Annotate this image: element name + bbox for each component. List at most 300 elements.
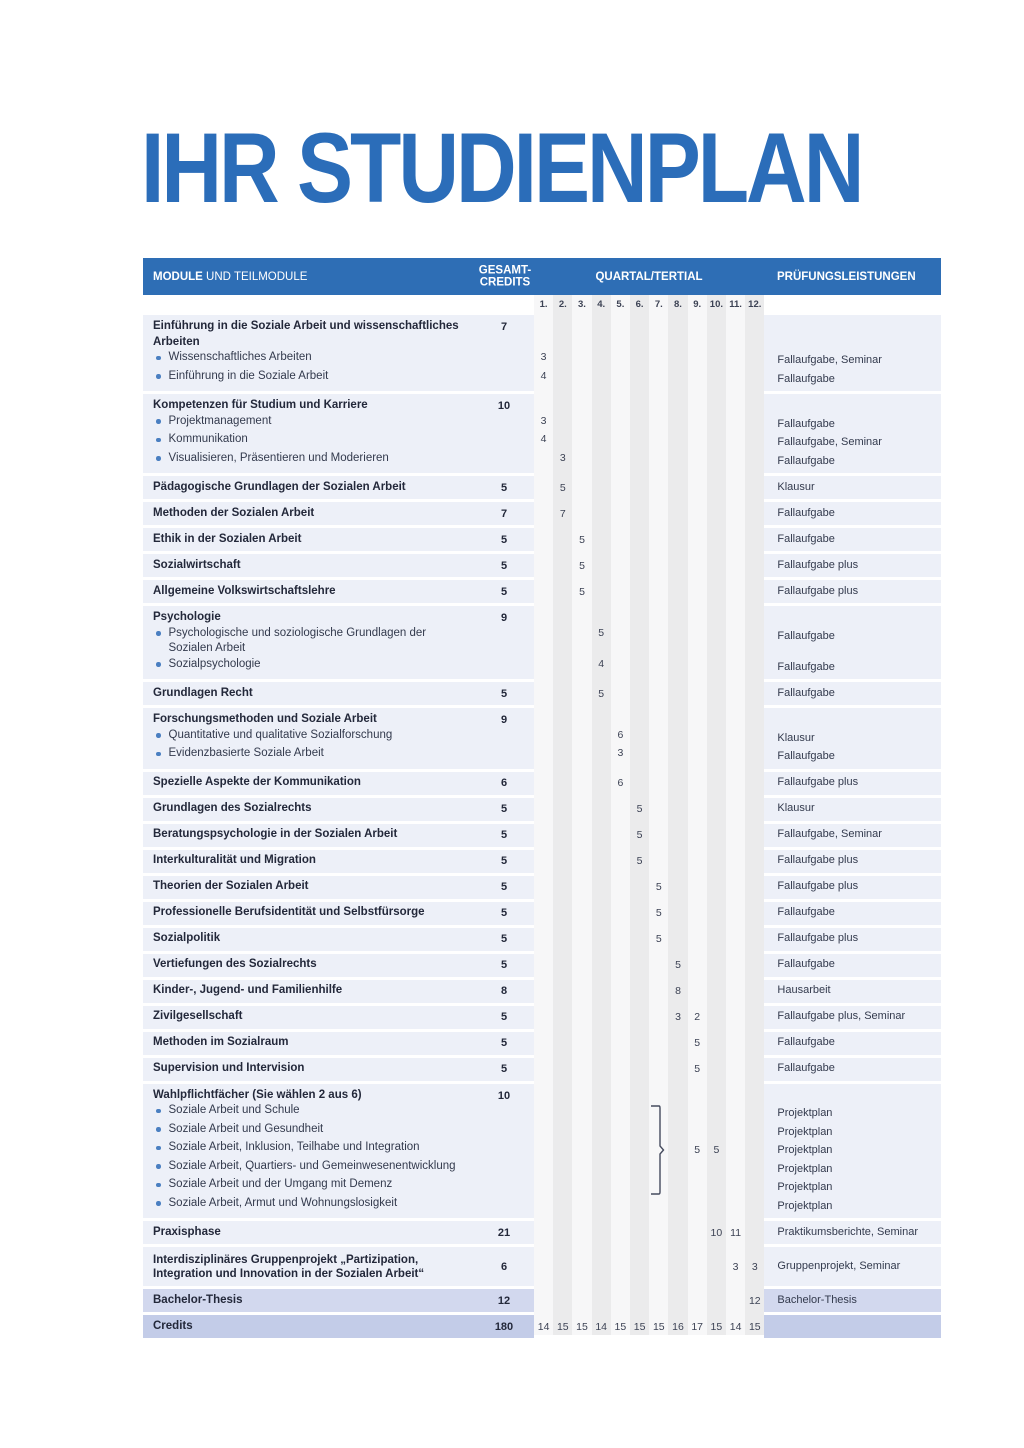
module-row: [143, 798, 941, 821]
module-row: [143, 1315, 941, 1338]
module-line: [143, 850, 941, 873]
subitem: [143, 414, 534, 430]
quartal-cell-value: 14: [537, 1320, 550, 1333]
subitem-label: Sozialpsychologie: [168, 657, 261, 670]
exam-label: Fallaufgabe: [777, 454, 835, 467]
quarter-label: 1.: [539, 299, 548, 310]
module-title-zone: [143, 1035, 534, 1051]
module-title-line: [143, 1088, 941, 1104]
quartal-cell-value: 10: [710, 1226, 723, 1239]
module-title-zone: [143, 1293, 534, 1309]
exam-label: Bachelor-Thesis: [777, 1293, 857, 1306]
quarter-label: 12.: [748, 299, 762, 310]
module-title-zone: [143, 319, 534, 350]
quartal-cell-value: 5: [636, 829, 643, 841]
subitem-line: [143, 1122, 941, 1141]
quartal-cell-value: 5: [655, 881, 662, 893]
module-title: Forschungsmethoden und Soziale Arbeit: [153, 713, 377, 725]
module-title-zone: [143, 853, 534, 869]
module-title-line: [143, 610, 941, 626]
module-title: Wahlpflichtfächer (Sie wählen 2 aus 6): [153, 1088, 362, 1101]
module-row: [143, 1058, 941, 1081]
quartal-cell-value: 3: [559, 451, 566, 464]
bullet-icon: [156, 1183, 161, 1188]
header-credits-line1: GESAMT-: [478, 264, 532, 276]
exam-cell: [764, 772, 941, 795]
page-title: IHR STUDIENPLAN: [141, 112, 862, 224]
exam-cell: [764, 350, 941, 369]
quartal-cell-value: 3: [675, 1011, 681, 1023]
quartal-cells: [534, 824, 764, 847]
exam-label: Hausarbeit: [777, 984, 831, 997]
subitem-label: Evidenzbasierte Soziale Arbeit: [168, 747, 324, 759]
subitem-label: Soziale Arbeit, Quartiers- und Gemeinwesenentwicklung: [168, 1159, 456, 1172]
subitem-line: [143, 657, 941, 676]
module-credits: 9: [500, 612, 508, 624]
module-row: [143, 394, 941, 473]
exam-label: Fallaufgabe: [777, 958, 835, 971]
exam-cell: [764, 451, 941, 470]
module-title-line: [143, 398, 941, 414]
module-line: [143, 1006, 941, 1029]
module-title: Methoden der Sozialen Arbeit: [153, 506, 315, 519]
exam-cell: [764, 1103, 941, 1122]
quartal-cells: [534, 954, 764, 977]
module-line: [143, 502, 941, 525]
module-line: [143, 954, 941, 977]
exam-cell: [764, 626, 941, 645]
exam-label: Klausur: [777, 802, 815, 815]
module-title: Theorien der Sozialen Arbeit: [153, 880, 309, 893]
exam-cell: [764, 728, 941, 747]
quarter-number-row: [143, 295, 941, 315]
quartal-cells: [534, 682, 764, 705]
module-title: Praxisphase: [153, 1225, 221, 1238]
module-title: Professionelle Berufsidentität und Selbstfürsorge: [153, 906, 425, 919]
exam-cell: [764, 798, 941, 821]
exam-cell: [764, 928, 941, 951]
bullet-icon: [156, 356, 161, 361]
module-row: [143, 502, 941, 525]
quartal-cell-value: 12: [748, 1294, 761, 1307]
module-line: [143, 1221, 941, 1244]
module-title-zone: [143, 480, 534, 496]
exam-cell: [764, 502, 941, 525]
module-line: [143, 798, 941, 821]
bullet-icon: [156, 438, 161, 443]
exam-label: Fallaufgabe plus, Seminar: [777, 1010, 906, 1023]
exam-label: Fallaufgabe: [777, 750, 835, 762]
exam-label: Fallaufgabe: [777, 506, 835, 519]
exam-label: Praktikumsberichte, Seminar: [777, 1225, 918, 1238]
module-line: [143, 772, 941, 795]
quartal-cells: [534, 902, 764, 925]
subitem-label: Soziale Arbeit und Gesundheit: [168, 1122, 324, 1135]
quarter-label: 10.: [709, 299, 723, 310]
module-title: Grundlagen Recht: [153, 686, 253, 699]
bullet-icon: [156, 1127, 161, 1132]
subitem-label: Soziale Arbeit und der Umgang mit Demenz: [168, 1178, 393, 1190]
module-row: [143, 1247, 941, 1286]
module-line: [143, 476, 941, 499]
quartal-cell-value: 15: [633, 1320, 646, 1333]
exam-label: Fallaufgabe: [777, 906, 835, 919]
module-line: [143, 876, 941, 899]
module-line: [143, 682, 941, 705]
module-title: Pädagogische Grundlagen der Sozialen Arbeit: [153, 480, 406, 493]
module-title-zone: [143, 931, 534, 947]
selection-brace: [649, 1105, 665, 1195]
subitem-line: [143, 432, 941, 451]
quartal-cell-value: 5: [655, 907, 662, 919]
module-row: [143, 1084, 941, 1219]
module-title: Psychologie: [153, 611, 221, 623]
module-row: [143, 580, 941, 603]
subitem: [143, 1159, 534, 1175]
module-row: [143, 1221, 941, 1244]
module-credits: 7: [500, 507, 508, 520]
quartal-cells: [534, 928, 764, 951]
quartal-cell-value: 2: [694, 1011, 701, 1023]
quartal-cells: [534, 1289, 764, 1312]
exam-label: Fallaufgabe: [777, 660, 835, 673]
quartal-cell-value: 4: [598, 657, 605, 670]
module-title-zone: [143, 827, 534, 843]
module-row: [143, 1289, 941, 1312]
module-row: [143, 902, 941, 925]
subitem-label: Projektmanagement: [168, 414, 272, 427]
module-row: [143, 315, 941, 391]
module-line: [143, 1247, 941, 1286]
module-line: [143, 1315, 941, 1338]
quartal-cells: [534, 626, 764, 657]
quartal-cell-value: 14: [729, 1320, 742, 1333]
subitem: [143, 1140, 534, 1156]
quartal-cells: [534, 850, 764, 873]
exam-label: Projektplan: [777, 1199, 833, 1212]
exam-label: Gruppenprojekt, Seminar: [777, 1259, 901, 1272]
module-credits: 5: [500, 559, 508, 572]
exam-cell: [764, 476, 941, 499]
module-line: [143, 580, 941, 603]
exam-cell: [764, 902, 941, 925]
module-row: [143, 708, 941, 769]
exam-label: Fallaufgabe: [777, 417, 835, 430]
exam-cell: [764, 682, 941, 705]
exam-cell: [764, 1140, 941, 1159]
module-credits: 5: [500, 959, 508, 971]
exam-label: Fallaufgabe: [777, 1062, 835, 1075]
module-title-line: [143, 319, 941, 350]
module-row: [143, 850, 941, 873]
quarter-label: 9.: [693, 299, 702, 310]
subitem: [143, 1122, 534, 1138]
subitem-label: Soziale Arbeit, Inklusion, Teilhabe und Integration: [168, 1141, 420, 1153]
subitem-label: Visualisieren, Präsentieren und Moderieren: [168, 451, 389, 464]
quartal-cell-value: 14: [595, 1320, 608, 1333]
quartal-cells: [534, 1315, 764, 1338]
module-credits: 7: [500, 321, 508, 333]
module-title-zone: [143, 1319, 534, 1335]
quartal-cell-value: 5: [694, 1063, 701, 1075]
exam-cell: [764, 1122, 941, 1141]
exam-cell: [764, 746, 941, 765]
module-line: [143, 1058, 941, 1081]
quartal-cell-value: 4: [540, 433, 547, 445]
module-credits: 5: [500, 803, 508, 815]
module-title-zone: [143, 532, 534, 548]
quartal-cell-value: 15: [576, 1320, 588, 1333]
quarter-label: 4.: [597, 299, 606, 310]
exam-label: Fallaufgabe plus: [777, 776, 859, 789]
bullet-icon: [156, 631, 161, 636]
table-header: [143, 258, 941, 295]
subitem: [143, 350, 534, 366]
exam-cell: [764, 1058, 941, 1081]
quartal-cell-value: 5: [636, 855, 643, 867]
quartal-cell-value: 5: [559, 481, 566, 494]
bullet-icon: [156, 1146, 161, 1151]
wahlpflicht-credit-value: 5: [694, 1143, 701, 1156]
wahlpflicht-credit-value: 5: [713, 1143, 720, 1156]
quarter-label: 6.: [635, 299, 644, 310]
module-rows: [143, 315, 941, 1338]
exam-label: Fallaufgabe, Seminar: [777, 436, 882, 448]
quarter-label: 8.: [674, 299, 682, 310]
bullet-icon: [156, 1201, 161, 1206]
bullet-icon: [156, 733, 161, 738]
subitem-label: Soziale Arbeit, Armut und Wohnungslosigkeit: [168, 1196, 398, 1209]
subitem-line: [143, 369, 941, 388]
module-title-zone: [143, 1088, 534, 1104]
bullet-icon: [156, 662, 161, 667]
header-modules-bold: MODULE: [153, 270, 203, 283]
subitem-label: Psychologische und soziologische Grundlagen der Sozialen Arbeit: [168, 626, 427, 654]
exam-cell: [764, 1221, 941, 1244]
module-title: Einführung in die Soziale Arbeit und wissenschaftliches Arbeiten: [153, 320, 459, 348]
module-title-line: [143, 712, 941, 728]
module-credits: 5: [500, 533, 508, 546]
quartal-cells: [534, 1247, 764, 1286]
quartal-cell-value: 4: [540, 369, 547, 382]
quartal-cells: [534, 1006, 764, 1029]
module-title-zone: [143, 957, 534, 973]
module-row: [143, 476, 941, 499]
module-credits: 5: [500, 687, 508, 700]
exam-cell: [764, 954, 941, 977]
quartal-cells: [534, 580, 764, 603]
column-header-quartal: QUARTAL/TERTIAL: [595, 270, 703, 283]
exam-cell: [764, 554, 941, 577]
exam-cell: [764, 1247, 941, 1286]
quartal-cells: [534, 1058, 764, 1081]
exam-cell: [764, 1159, 941, 1178]
quartal-cell-value: 15: [652, 1320, 665, 1333]
module-credits: 9: [500, 714, 508, 726]
quartal-cells: [534, 1196, 764, 1215]
quarter-label: 5.: [616, 299, 625, 310]
bullet-icon: [156, 374, 161, 379]
module-row: [143, 554, 941, 577]
module-title-zone: [143, 686, 534, 702]
quarter-label: 11.: [729, 299, 742, 310]
module-credits: 12: [497, 1294, 511, 1307]
quartal-cells: [534, 798, 764, 821]
module-credits: 5: [500, 585, 508, 598]
module-title: Methoden im Sozialraum: [153, 1036, 289, 1049]
quartal-cell-value: 5: [598, 626, 605, 639]
quartal-cells: [534, 772, 764, 795]
exam-cell: [764, 432, 941, 451]
subitem: [143, 432, 534, 448]
quartal-cell-value: 15: [710, 1320, 723, 1333]
exam-cell: [764, 980, 941, 1003]
subitem: [143, 369, 534, 385]
header-modules-rest: UND TEILMODULE: [202, 270, 308, 283]
module-title: Ethik in der Sozialen Arbeit: [153, 532, 302, 545]
subitem-line: [143, 626, 941, 657]
module-title-zone: [143, 775, 534, 791]
module-title-zone: [143, 506, 534, 522]
subitem: [143, 1196, 534, 1212]
module-title-zone: [143, 1225, 534, 1241]
module-credits: 8: [500, 985, 508, 997]
subitem-label: Quantitative und qualitative Sozialforschung: [168, 728, 393, 741]
quartal-cell-value: 5: [579, 533, 585, 546]
column-header-modules: [153, 271, 307, 283]
module-title-zone: [143, 1061, 534, 1077]
exam-label: Fallaufgabe: [777, 532, 835, 545]
exam-label: Fallaufgabe plus: [777, 854, 859, 867]
module-title-zone: [143, 398, 534, 414]
module-credits: 5: [500, 1063, 508, 1075]
quartal-cells: [534, 746, 764, 765]
module-title: Spezielle Aspekte der Kommunikation: [153, 776, 361, 789]
subitem-line: [143, 728, 941, 747]
quartal-cells: [534, 451, 764, 470]
quartal-cell-value: 8: [675, 985, 681, 997]
quartal-cell-value: 6: [617, 728, 624, 741]
subitem-label: Wissenschaftliches Arbeiten: [168, 351, 312, 363]
quartal-cell-value: 5: [655, 933, 662, 945]
subitem: [143, 728, 534, 744]
exam-label: Fallaufgabe plus: [777, 932, 859, 945]
module-title: Supervision und Intervision: [153, 1062, 305, 1075]
quartal-cells: [534, 657, 764, 676]
subitem-line: [143, 350, 941, 369]
exam-label: Projektplan: [777, 1125, 833, 1138]
module-title-zone: [143, 905, 534, 921]
module-line: [143, 824, 941, 847]
quartal-cell-value: 3: [540, 414, 547, 427]
quartal-cells: [534, 350, 764, 369]
exam-cell: [764, 1032, 941, 1055]
module-row: [143, 528, 941, 551]
module-line: [143, 902, 941, 925]
bullet-icon: [156, 752, 161, 757]
subitem-label: Kommunikation: [168, 433, 248, 445]
subitem: [143, 451, 534, 467]
quartal-cell-value: 16: [672, 1320, 684, 1333]
module-line: [143, 1032, 941, 1055]
module-title: Sozialpolitik: [153, 932, 221, 945]
exam-cell: [764, 369, 941, 388]
quartal-cell-value: 5: [598, 687, 605, 700]
subitem-label: Soziale Arbeit und Schule: [168, 1104, 300, 1116]
module-row: [143, 928, 941, 951]
subitem: [143, 626, 534, 657]
quartal-cell-value: 5: [675, 959, 681, 971]
module-title-zone: [143, 584, 534, 600]
module-credits: 5: [500, 829, 508, 841]
module-title: Kinder-, Jugend- und Familienhilfe: [153, 984, 343, 997]
module-title: Grundlagen des Sozialrechts: [153, 802, 312, 815]
quartal-cell-value: 5: [579, 585, 585, 598]
quartal-cells: [534, 502, 764, 525]
exam-label: Fallaufgabe plus: [777, 584, 859, 597]
studienplan-table: [143, 258, 941, 1341]
exam-cell: [764, 414, 941, 433]
quartal-cells: [534, 1221, 764, 1244]
module-credits: 5: [500, 881, 508, 893]
quartal-cell-value: 5: [694, 1037, 701, 1049]
subitem-line: [143, 451, 941, 470]
exam-cell: [764, 657, 941, 676]
subitem: [143, 1103, 534, 1119]
module-title-zone: [143, 1009, 534, 1025]
module-title-zone: [143, 983, 534, 999]
module-credits: 5: [500, 933, 508, 945]
quarter-label: 3.: [578, 299, 586, 310]
module-row: [143, 954, 941, 977]
module-title-zone: [143, 1253, 534, 1281]
subitem-line: [143, 1196, 941, 1215]
quartal-cell-value: 5: [636, 803, 643, 815]
module-credits: 5: [500, 1011, 508, 1023]
quartal-cell-value: 15: [748, 1320, 761, 1333]
module-title-zone: [143, 879, 534, 895]
quartal-cells: [534, 554, 764, 577]
exam-label: Fallaufgabe plus: [777, 558, 859, 571]
exam-cell: [764, 1289, 941, 1312]
quartal-cells: [534, 980, 764, 1003]
quartal-cell-value: 3: [617, 747, 624, 759]
quartal-cell-value: 3: [732, 1260, 739, 1273]
module-title-zone: [143, 558, 534, 574]
quartal-cell-value: 17: [691, 1320, 704, 1333]
module-title-zone: [143, 610, 534, 626]
exam-cell: [764, 528, 941, 551]
module-credits: 6: [500, 1260, 508, 1273]
exam-label: Projektplan: [777, 1107, 833, 1119]
exam-label: Fallaufgabe plus: [777, 880, 859, 893]
module-line: [143, 528, 941, 551]
exam-cell: [764, 1177, 941, 1196]
module-title: Kompetenzen für Studium und Karriere: [153, 399, 368, 411]
quartal-cell-value: 15: [614, 1320, 627, 1333]
exam-label: Fallaufgabe, Seminar: [777, 354, 882, 366]
exam-label: Projektplan: [777, 1162, 833, 1175]
quartal-cells: [534, 432, 764, 451]
subitem-line: [143, 1159, 941, 1178]
quarter-label: 7.: [654, 299, 663, 310]
module-row: [143, 772, 941, 795]
module-title-zone: [143, 712, 534, 728]
module-title: Vertiefungen des Sozialrechts: [153, 958, 317, 971]
subitem-line: [143, 1140, 941, 1159]
bullet-icon: [156, 456, 161, 461]
module-title: Credits: [153, 1319, 193, 1332]
